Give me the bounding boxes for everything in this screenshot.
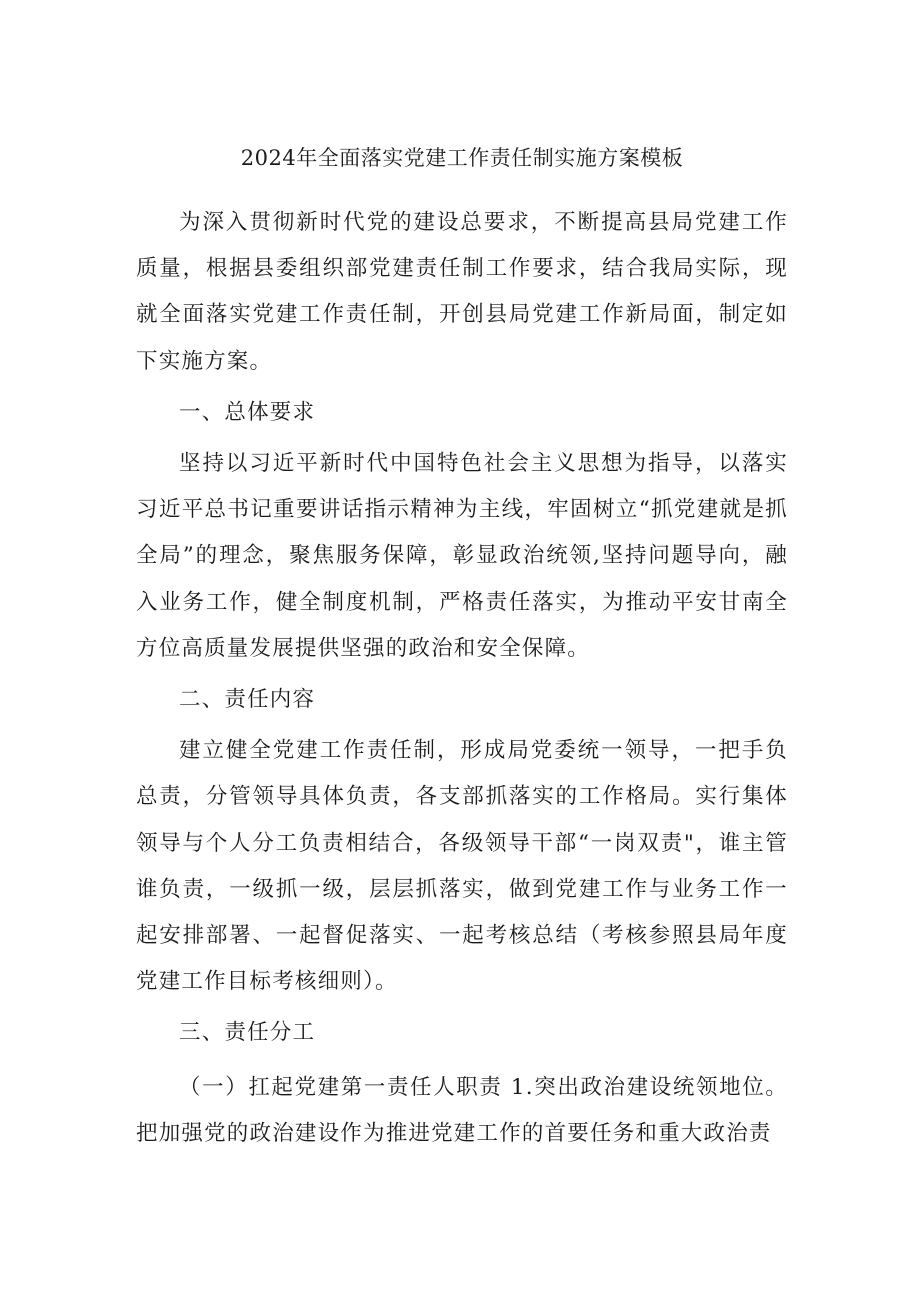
- overall-requirements-paragraph: 坚持以习近平新时代中国特色社会主义思想为指导，以落实习近平总书记重要讲话指示精神为主线，牢固树立“抓党建就是抓全局”的理念，聚焦服务保障，彰显政治统领,坚持问题导向，融入业务工作，健全制度机制，严格责任落实，为推动平安甘南全方位高质量发展提供坚强的政治和安全保障。: [136, 451, 788, 661]
- section-heading-responsibility-content: 二、责任内容: [179, 687, 316, 713]
- section-heading-responsibility-division: 三、责任分工: [179, 1020, 316, 1046]
- intro-paragraph: 为深入贯彻新时代党的建设总要求，不断提高县局党建工作质量，根据县委组织部党建责任制工作要求，结合我局实际，现就全面落实党建工作责任制，开创县局党建工作新局面，制定如下实施方案。: [136, 210, 788, 374]
- document-page: [136, 140, 788, 1157]
- responsibility-content-paragraph: 建立健全党建工作责任制，形成局党委统一领导，一把手负总责，分管领导具体负责，各支部抓落实的工作格局。实行集体领导与个人分工负责相结合，各级领导干部“一岗双责"，谁主管谁负责，一级抓一级，层层抓落实，做到党建工作与业务工作一起安排部署、一起督促落实、一起考核总结（考核参照县局年度党建工作目标考核细则）。: [136, 738, 788, 995]
- section-heading-overall-requirements: 一、总体要求: [179, 399, 316, 425]
- document-title: 2024年全面落实党建工作责任制实施方案模板: [240, 146, 684, 170]
- responsibility-division-paragraph: （一）扛起党建第一责任人职责 1.突出政治建设统领地位。把加强党的政治建设作为推进党建工作的首要任务和重大政治责: [136, 1074, 788, 1146]
